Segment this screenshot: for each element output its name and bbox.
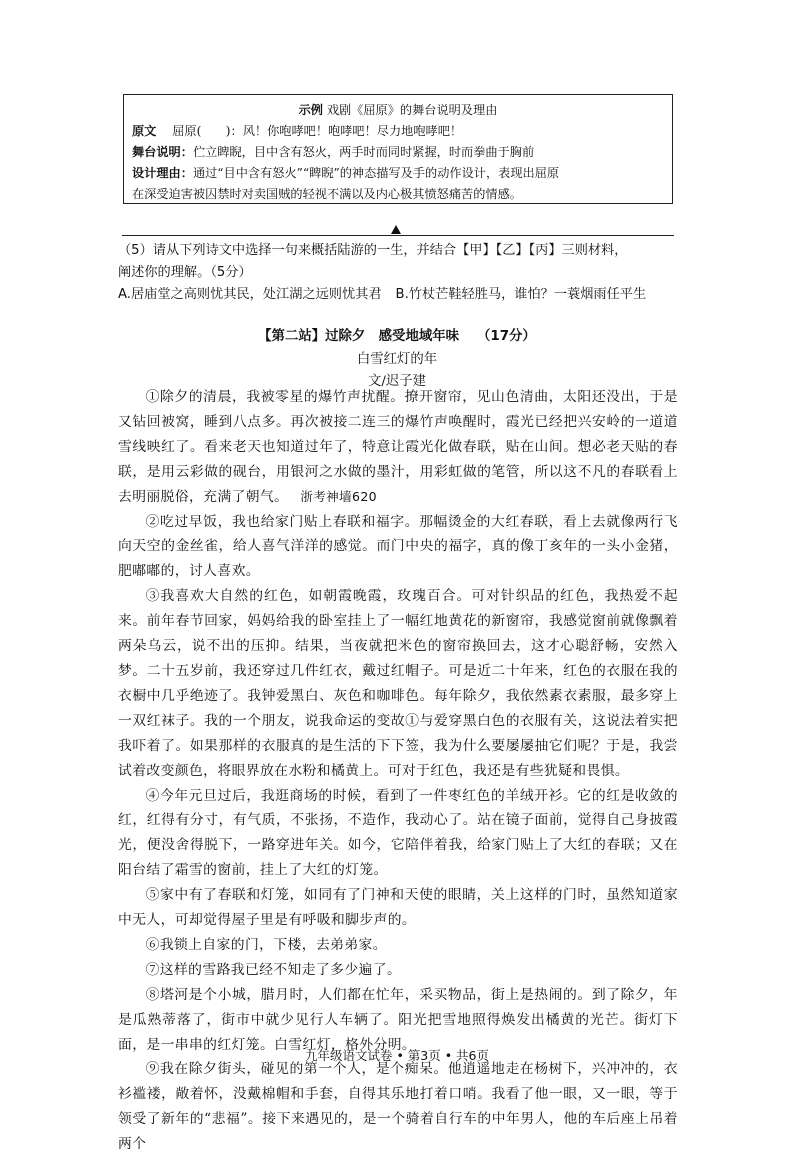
example-reason-text-1: 通过“目中含有怒火”“睥睨”的神态描写及手的动作设计，表现出屈原 (192, 166, 560, 180)
triangle-marker-icon (391, 225, 401, 234)
example-title-text: 戏剧《屈原》的舞台说明及理由 (326, 103, 498, 117)
section-divider (122, 235, 674, 236)
article-author: 文/迟子建 (367, 374, 427, 389)
article-paragraph-2: ②吃过早饭，我也给家门贴上春联和福字。那幅烫金的大红春联，看上去就像两行飞向天空的金丝雀，给人喜气洋洋的感觉。而门中央的福字，真的像丁亥年的一头小金猪，肥嘟嘟的，讨人喜欢。 (118, 513, 678, 580)
watermark-text: 浙考神墙620 (300, 488, 378, 504)
example-title (132, 100, 664, 121)
example-reason-label: 设计理由： (132, 166, 193, 180)
article-paragraph-4: ④今年元旦过后，我逛商场的时候，看到了一件枣红色的羊绒开衫。它的红是收敛的红，红得有分寸，有气质，不张扬，不造作，我动心了。站在镜子面前，觉得自己身披霞光，便没舍得脱下，一路穿进年关。如今，它陪伴着我，给家门贴上了大红的春联；又在阳台结了霜雪的窗前，挂上了大红的灯笼。 (118, 787, 678, 879)
station-title: 【第二站】过除夕 感受地域年味 (258, 329, 460, 344)
question-5 (118, 240, 678, 306)
example-stage-label: 舞台说明： (132, 145, 193, 159)
example-title-prefix: 示例 (298, 103, 323, 117)
article-paragraph-8: ⑧塔河是个小城，腊月时，人们都在忙年，采买物品，街上是热闹的。到了除夕，年是瓜熟蒂落了，街市中就少见行人车辆了。阳光把雪地照得焕发出橘黄的光芒。街灯下面，是一串串的红灯笼。白雪红灯，格外分明。 (118, 986, 678, 1053)
example-stage-text: 伫立睥睨，目中含有怒火，两手时而同时紧握，时而拳曲于胸前 (192, 145, 535, 159)
article-paragraph-7: ⑦这样的雪路我已经不知走了多少遍了。 (145, 961, 402, 978)
example-reason-row (132, 163, 664, 184)
example-stage-row (132, 142, 664, 163)
page-footer: 九年级语文试卷 • 第3页 • 共6页 (304, 1048, 490, 1063)
article-paragraph-1: ①除夕的清晨，我被零星的爆竹声扰醒。撩开窗帘，见山色清曲，太阳还没出，于是又钻回被窝，睡到八点多。再次被接二连三的爆竹声唤醒时，霞光已经把兴安岭的一道道雪线映红了。看来老天也知道过年了，特意让霞光化做春联，贴在山间。想必老天贴的春联，是用云彩做的砚台，用银河之水做的墨汁，用彩虹做的笔管，所以这不凡的春联看上去明丽脱俗，充满了朝气。 浙考神墙620 (118, 389, 678, 505)
article-paragraph-5: ⑤家中有了春联和灯笼，如同有了门神和天使的眼睛，关上这样的门时，虽然知道家中无人，可却觉得屋子里是有呼吸和脚步声的。 (118, 887, 678, 929)
example-original-label: 原文 (132, 124, 157, 138)
article-body (118, 385, 678, 1157)
article-title: 白雪红灯的年 (356, 352, 438, 367)
question-5-line-2: 阐述你的理解。（5分） (118, 265, 252, 280)
station-heading (0, 325, 794, 344)
option-a: A.居庙堂之高则忧其民，处江湖之远则忧其君 (118, 287, 382, 302)
example-reason-text-2: 在深受迫害被囚禁时对卖国贼的轻视不满以及内心极其愤怒痛苦的情感。 (132, 187, 522, 201)
question-5-options (118, 284, 678, 306)
example-original-row (132, 121, 664, 142)
example-original-text: 屈原( )：风！你咆哮吧！咆哮吧！尽力地咆哮吧！ (172, 124, 463, 138)
article-paragraph-6: ⑥我锁上自家的门，下楼，去弟弟家。 (145, 936, 387, 953)
example-box (123, 94, 673, 204)
option-b: B.竹杖芒鞋轻胜马，谁怕？一蓑烟雨任平生 (395, 287, 647, 302)
question-5-line-1: （5）请从下列诗文中选择一句来概括陆游的一生，并结合【甲】【乙】【丙】三则材料， (118, 243, 628, 258)
station-score: （17分） (477, 329, 536, 344)
article-paragraph-9: ⑨我在除夕街头，碰见的第一个人，是个痴呆。他逍遥地走在杨树下，兴冲冲的，衣衫褴褛，敞着怀，没戴棉帽和手套，自得其乐地打着口哨。我看了他一眼，又一眼，等于领受了新年的“悲福”。接下来遇见的，是一个骑着自行车的中年男人，他的车后座上吊着两个 (118, 1061, 678, 1153)
example-reason-row-2 (132, 184, 664, 205)
article-paragraph-3: ③我喜欢大自然的红色，如朝霞晚霞，玫瑰百合。可对针织品的红色，我热爱不起来。前年春节回家，妈妈给我的卧室挂上了一幅红地黄花的新窗帘，我感觉窗前就像飘着两朵乌云，说不出的压抑。结果，当夜就把米色的窗帘换回去，这才心聪舒畅，安然入梦。二十五岁前，我还穿过几件红衣，戴过红帽子。可是近二十年来，红色的衣服在我的衣橱中几乎绝迹了。我钟爱黑白、灰色和咖啡色。每年除夕，我依然素衣素服，最多穿上一双红袜子。我的一个朋友，说我命运的变故①与爱穿黑白色的衣服有关，这说法着实把我吓着了。如果那样的衣服真的是生活的下下签，我为什么要屡屡抽它们呢？于是，我尝试着改变颜色，将眼界放在水粉和橘黄上。可对于红色，我还是有些犹疑和畏惧。 (118, 588, 678, 779)
